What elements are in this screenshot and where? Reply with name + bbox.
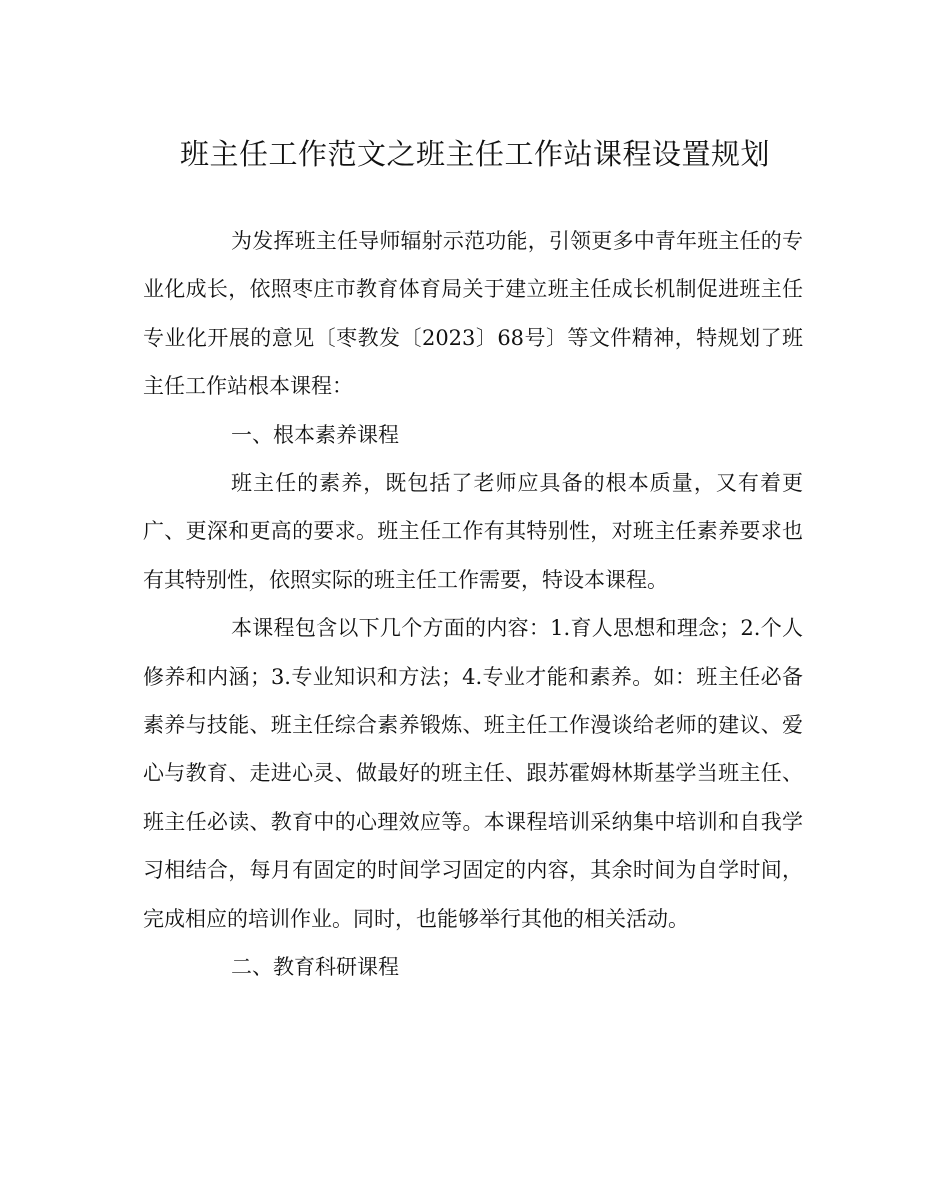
section-heading-research: 二、教育科研课程 bbox=[231, 955, 399, 980]
document-title: 班主任工作范文之班主任工作站课程设置规划 bbox=[179, 137, 770, 171]
intro-paragraph: 为发挥班主任导师辐射示范功能，引领更多中青年班主任的专业化成长，依照枣庄市教育体育局关于建立班主任成长机制促进班主任专业化开展的意见〔枣教发〔2023〕68号〕等文件精神，特规划了班主任工作站根本课程： bbox=[143, 229, 803, 399]
course-content-paragraph: 本课程包含以下几个方面的内容：1.育人思想和理念；2.个人修养和内涵；3.专业知识和方法；4.专业才能和素养。如：班主任必备素养与技能、班主任综合素养锻炼、班主任工作漫谈给老师的建议、爱心与教育、走进心灵、做最好的班主任、跟苏霍姆林斯基学当班主任、班主任必读、教育中的心理效应等。本课程培训采纳集中培训和自我学习相结合，每月有固定的时间学习固定的内容，其余时间为自学时间，完成相应的培训作业。同时，也能够举行其他的相关活动。 bbox=[143, 616, 803, 931]
section-heading-basic-literacy: 一、根本素养课程 bbox=[231, 422, 399, 447]
basic-literacy-paragraph: 班主任的素养，既包括了老师应具备的根本质量，又有着更广、更深和更高的要求。班主任工作有其特别性，对班主任素养要求也有其特别性，依照实际的班主任工作需要，特设本课程。 bbox=[143, 471, 803, 592]
document-body bbox=[143, 217, 803, 992]
